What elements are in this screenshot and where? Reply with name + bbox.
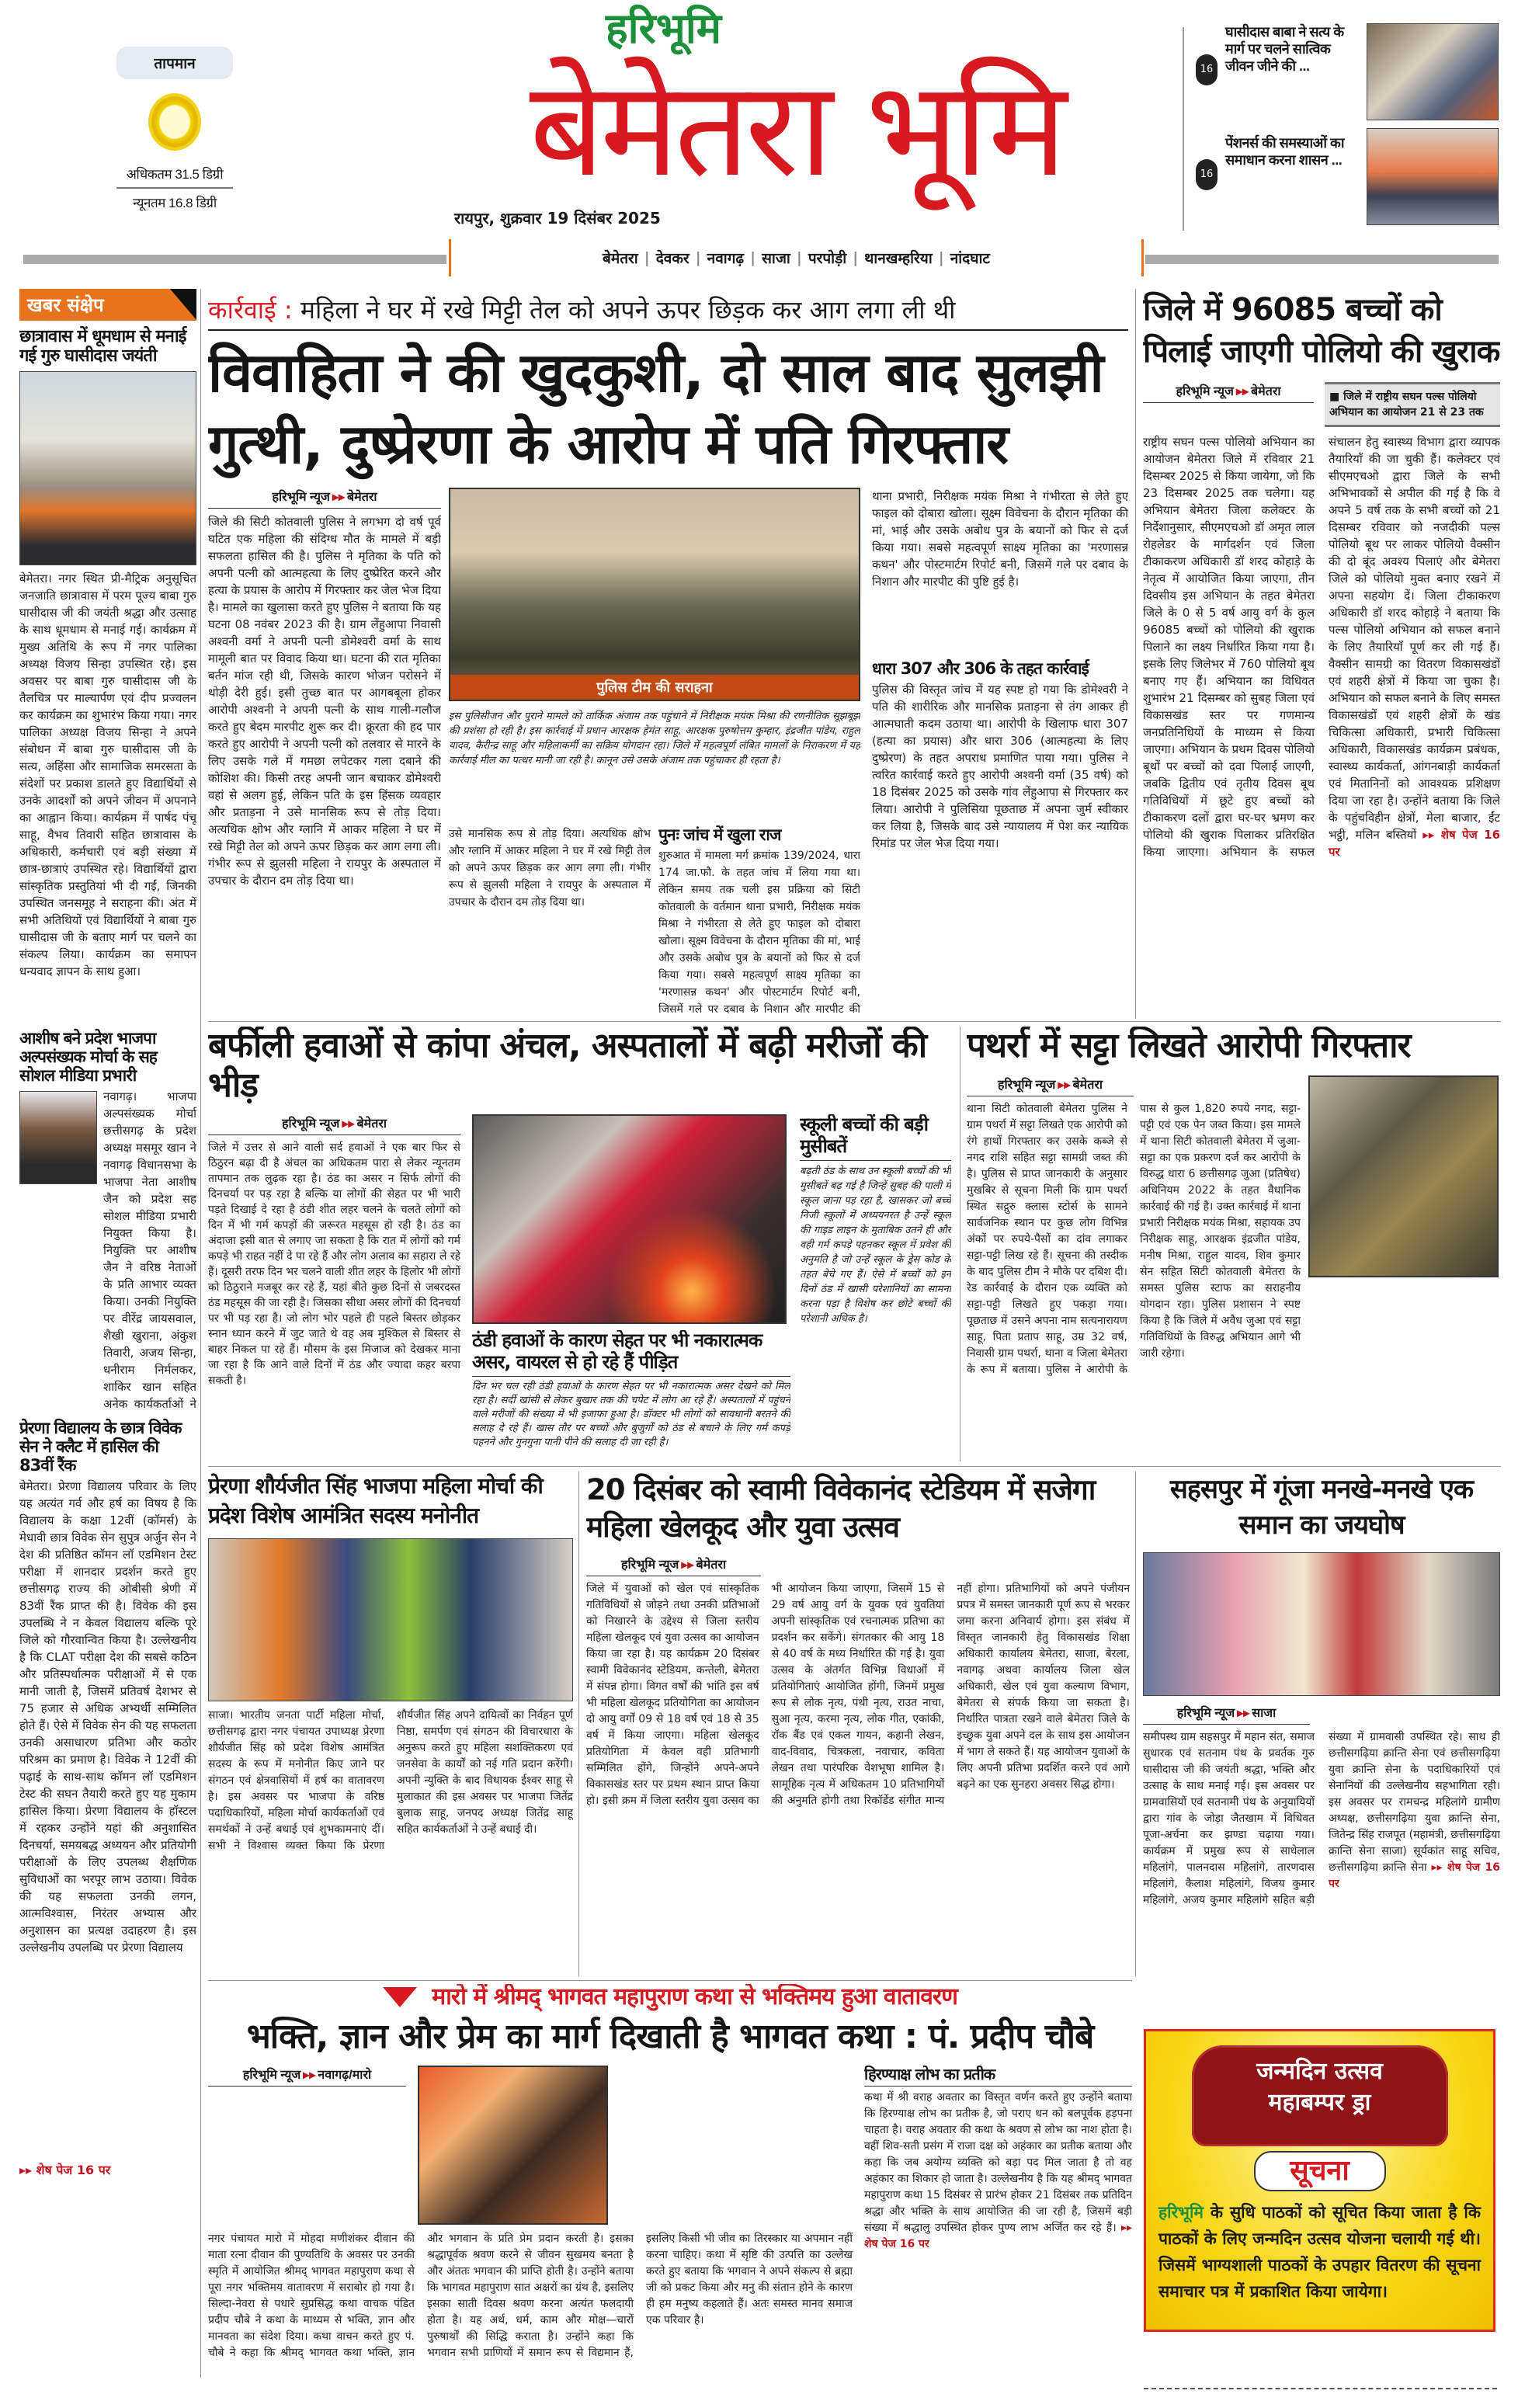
sun-icon [151,96,198,148]
continued-label: शेष पेज 16 पर [864,2238,929,2251]
brief-label-text: खबर संक्षेप [27,294,104,316]
brief-body-2: नवागढ़। भाजपा अल्पसंख्यक मोर्चा छत्तीसगढ़ के प्रदेश अध्यक्ष मसमूर खान ने नवागढ़ विधानसभा के भाजपा नेता आशीष जैन को प्रदेश सह सोशल मीडिया प्रभारी नियुक्त किया है। नियुक्ति पर आशीष जैन ने वरिष्ठ नेताओं के प्रति आभार व्यक्त किया। उनकी नियुक्ति पर वीरेंद्र जायसवाल, शैखी खुराना, अंकुश तिवारी, अजय सिन्हा, धनीराम निर्मलकर, शाकिर खान सहित अनेक कार्यकर्ताओं ने [103,1089,196,1412]
prerna-story [208,1472,573,1976]
brief-headline-3: प्रेरणा विद्यालय के छात्र विवेक सेन ने क्लैट में हासिल की 83वीं रैंक [19,1419,182,1475]
brief-body-1: बेमेतरा। नगर स्थित प्री-मैट्रिक अनुसूचित जनजाति छात्रावास में परम पूज्य बाबा गुरु घासीदास जी की जयंती श्रद्धा और उत्साह के साथ धूमधाम से मनाई गई। कार्यक्रम में मुख्य अतिथि के रूप में नगर पालिका अध्यक्ष विजय सिन्हा उपस्थित रहे। इस अवसर पर बाबा गुरु घासीदास जी के तैलचित्र पर माल्यार्पण एवं दीप प्रज्वलन कर कार्यक्रम का शुभारंभ किया गया। नगर पालिका अध्यक्ष विजय सिन्हा ने अपने संबोधन में बाबा गुरु घासीदास जी के सत्य, अहिंसा और सामाजिक समरसता के संदेशों पर प्रकाश डालते हुए विद्यार्थियों से उनके आदर्शों को अपने जीवन में अपनाने का आह्वान किया। कार्यक्रम में पार्षद पंचू साहू, वैभव तिवारी सहित छात्रावास के अधिकारी, कर्मचारी एवं बड़ी संख्या में छात्र-छात्राएं उपस्थित रहे। विद्यार्थियों द्वारा सांस्कृतिक प्रस्तुतियां भी दी गईं, जिनकी उपस्थित जनसमूह ने सराहना की। अंत में सभी अतिथियों एवं विद्यार्थियों ने बाबा गुरु घासीदास जी के बताए मार्ग पर चलने का संकल्प लिया। कार्यक्रम का समापन धन्यवाद ज्ञापन के साथ हुआ। [19,571,196,978]
brief-photo-2 [19,1091,97,1184]
byline: हरिभूमि न्यूज ▸▸ बेमेतरा [586,1555,761,1576]
polio-body-text: राष्ट्रीय सघन पल्स पोलियो अभियान का आयोजन बेमेतरा जिले में रविवार 21 दिसम्बर 2025 से किया जायेगा, जो कि 23 दिसम्बर 2025 तक चलेगा। यह अभियान बेमेतरा जिला कलेक्टर के निर्देशानुसार, सीएमएचओ डॉ अमृत लाल रोहलेडर के मार्गदर्शन एवं जिला टीकाकरण अधिकारी डॉ शरद कोहाड़े के नेतृत्व में आयोजित किया जाएगा, तीन दिवसीय इस अभियान के तहत बेमेतरा जिले के 0 से 5 वर्ष आयु वर्ग के कुल 96085 बच्चों को पोलियो की खुराक पिलाने का लक्ष्य निर्धारित किया गया है। इसके लिए जिलेभर में 760 पोलियो बूथ बनाए गए हैं। अभियान का विधिवत शुभारंभ 21 दिसम्बर को सुबह जिला एवं विकासखंड स्तर पर गणमान्य जनप्रतिनिधियों के माध्यम से किया जाएगा। अभियान के प्रथम दिवस पोलियो बूथों पर बच्चों को दवा पिलाई जाएगी, जबकि द्वितीय एवं तृतीय दिवस बूथ गतिविधियों में छूटे हुए बच्चों को टीकाकरण दलों द्वारा घर-घर भ्रमण कर पोलियो की खुराक पिलाकर प्रतिरक्षित किया जाएगा। अभियान के सफल संचालन हेतु स्वास्थ्य विभाग द्वारा व्यापक तैयारियाँ की जा चुकी हैं। कलेक्टर एवं सीएमएचओ द्वारा जिले के सभी अभिभावकों से अपील की गई है कि वे अपने 5 वर्ष तक के सभी बच्चों को 21 दिसम्बर रविवार को नजदीकी पल्स पोलियो बूथ पर लाकर पोलियो वैक्सीन की दो बूंद अवश्य पिलाएं और बेमेतरा जिले को पोलियो मुक्त बनाए रखने में अपना सहयोग दें। जिला टीकाकरण अधिकारी डॉ शरद कोहाड़े ने बताया कि पल्स पोलियो अभियान को सफल बनाने के लिए तैयारियाँ पूर्ण कर ली गई हैं। वैक्सीन सामग्री का वितरण विकासखंडों एवं शहरी क्षेत्रों में किया जा चुका है। अभियान को सफल बनाने के लिए समस्त विकासखंडों एवं शहरी क्षेत्रों के खंड चिकित्सा अधिकारी, प्रभारी चिकित्सा अधिकारी, विकासखंड कार्यक्रम प्रबंधक, स्वास्थ्य कार्यकर्ता, आंगनबाड़ी कार्यकर्ता एवं मितानिनों को आवश्यक प्रशिक्षण दिया जा रहा है। उन्होंने बताया कि जिले के पहुंचविहीन क्षेत्रों, मेला बाजार, ईंट भट्ठी, मलिन बस्तियों [1143,435,1500,859]
edition-nandghat[interactable]: नांदघाट [950,250,990,267]
byline: हरिभूमि न्यूज ▸▸ बेमेतरा [967,1075,1134,1096]
cold-subheadline: ठंडी हवाओं के कारण सेहत पर भी नकारात्मक असर, वायरल से हो रहे हैं पीड़ित [472,1330,790,1377]
polio-headline: जिले में 96085 बच्चों को पिलाई जाएगी पोलियो की खुराक [1143,292,1500,370]
weather-panel [116,47,233,211]
byline-agency: हरिभूमि न्यूज [242,2069,301,2083]
kicker-label: कार्रवाई : [208,295,293,325]
teaser-text: पेंशनर्स की समस्याओं का समाधान करना शासन ... [1225,135,1345,168]
byline-place: बेमेतरा [1251,385,1281,398]
polio-story [1143,289,1500,1015]
photo-blurb: इस पुलिसीजन और पुराने मामले को तार्किक अंजाम तक पहुंचाने में निरीक्षक मयंक मिश्रा की रणनीतिक सूझबूझ की प्रशंसा हो रही है। इस कार्रवाई में प्रधान आरक्षक हेमंत साहू, आरक्षक पुरुषोत्तम कुम्हार, इंद्रजीत पांडेय, राहुल यादव, कैरीन्द्र साहू और महिलाकर्मी का सक्रिय योगदान रहा। जिले में महत्वपूर्ण लंबित मामलों के निराकरण में यह कार्रवाई मील का पत्थर मानी जा रही है। कानून उसे उसके अंजाम तक पहुंचाकर ही रहता है। [449,711,860,766]
teaser-1[interactable] [1196,23,1506,120]
bhagwat-body: नगर पंचायत मारो में मोहदा मणीशंकर दीवान की माता रत्ना दीवान की पुण्यतिथि के अवसर पर उनकी स्मृति में आयोजित श्रीमद् भागवत महापुराण कथा से पूरा नगर भक्तिमय वातावरण में सराबोर हो गया है। सिल्दा-नेवरा से पधारे सुप्रसिद्ध कथा वाचक पंडित प्रदीप चौबे ने कथा के माध्यम से भक्ति, ज्ञान और मानवता का संदेश दिया। कथा वाचन करते हुए पं. चौबे ने कहा कि श्रीमद् भागवत कथा भक्ति, ज्ञान और भगवान के प्रति प्रेम प्रदान करती है। इसका श्रद्धापूर्वक श्रवण करने से जीवन सुखमय बनता है और अंततः भगवान की प्राप्ति होती है। उन्होंने बताया कि भागवत महापुराण सात अक्षरों का ग्रंथ है, इसलिए इसका साती दिवस श्रवण करना अत्यंत फलदायी होता है। यह अर्थ, धर्म, काम और मोक्ष—चारों पुरुषार्थों की सिद्धि कराता है। उन्होंने कहा कि भगवान सभी प्राणियों में समान रूप से विद्यमान हैं, इसलिए किसी भी जीव का तिरस्कार या अपमान नहीं करना चाहिए। कथा में सृष्टि की उत्पत्ति का उल्लेख करते हुए बताया कि भगवान ने अपने संकल्प से ब्रह्मा जी को प्रकट किया और मनु की संतान होने के कारण ही हम मनुष्य कहलाते हैं। अतः समस्त मानव समाज एक परिवार है। [208,2233,853,2360]
min-temp: न्यूनतम 16.8 डिग्री [133,196,217,210]
bhagwat-kicker: मारो में श्रीमद् भागवत महापुराण कथा से भक्तिमय हुआ वातावरण [432,1984,957,2010]
teaser-divider [1183,27,1184,231]
notice-body: के सुधि पाठकों को सूचित किया जाता है कि पाठकों के लिए जन्मदिन उत्सव योजना चलायी गई थी। जिसमें भाग्यशाली पाठकों के उपहार वितरण की सूचना समाचार पत्र में प्रकाशित किया जायेगा। [1158,2203,1481,2301]
column-divider [1135,289,1136,1019]
satta-body: थाना सिटी कोतवाली बेमेतरा पुलिस ने ग्राम पथर्रा में सट्टा लिखते एक आरोपी को रंगे हाथों गिरफ्तार कर उसके कब्जे से नगद राशि सहित सट्टा सामग्री जब्त की है। पुलिस से प्राप्त जानकारी के अनुसार मुखबिर से सूचना मिली कि ग्राम पथर्रा स्थित सद्गुरु क्लास स्टोर्स के सामने सार्वजनिक स्थान पर कुछ लोग विभिन्न अंकों पर रुपये-पैसों का दांव लगाकर सट्टा-पट्टी लिख रहे हैं। सूचना की तस्दीक के बाद पुलिस टीम ने मौके पर दबिश दी। रेड कार्रवाई के दौरान एक व्यक्ति को सट्टा-पट्टी लिखते हुए पकड़ा गया। पूछताछ में उसने अपना नाम सत्यनारायण साहू, पिता प्रताप साहू, उम्र 32 वर्ष, निवासी ग्राम पथर्रा, थाना व जिला बेमेतरा के रूप में बताया। पुलिस ने आरोपी के पास से कुल 1,820 रुपये नगद, सट्टा-पट्टी एवं एक पेन जब्त किया। इस मामले में थाना सिटी कोतवाली बेमेतरा में जुआ-सट्टा का एक प्रकरण दर्ज कर आरोपी के विरुद्ध धारा 6 छत्तीसगढ़ जुआ (प्रतिषेध) अधिनियम 2022 के तहत वैधानिक कार्रवाई की गई है। उक्त कार्रवाई में थाना प्रभारी निरीक्षक मयंक मिश्रा, सहायक उप निरीक्षक साहू, आरक्षक इंद्रजीत पांडेय, मनीष मिश्रा, राहुल यादव, शिव कुमार सेन सहित सिटी कोतवाली बेमेतरा के समस्त पुलिस स्टाफ का सराहनीय योगदान रहा। पुलिस प्रशासन ने स्पष्ट किया है कि जिले में अवैध जुआ एवं सट्टा गतिविधियों के विरुद्ध अभियान आगे भी जारी रहेगा। [967,1102,1301,1376]
sub-body-reinvestigation: शुरुआत में मामला मर्ग क्रमांक 139/2024, धारा 174 जा.फौ. के तहत जांच में लिया गया था। लेकिन समय तक चली इस प्रक्रिया को सिटी कोतवाली के वर्तमान थाना प्रभारी, निरीक्षक मयंक मिश्रा ने गंभीरता से लेते हुए फाइल को दोबारा खोला। सूक्ष्म विवेचना के दौरान मृतिका की मां, भाई और उसके अबोध पुत्र के बयानों को फिर से दर्ज किया गया। सबसे महत्वपूर्ण साक्ष्य मृतिका का 'मरणासन्न कथन' और पोस्टमार्टम रिपोर्ट बनी, जिसमें गले पर दबाव के निशान और मारपीट की [658,850,860,1016]
notice-brand: हरिभूमि [1158,2203,1204,2222]
brief-label [19,289,196,321]
school-box-body: बढ़ती ठंड के साथ उन स्कूली बच्चों की भी मुसीबतें बढ़ गई है जिन्हें सुबह की पाली में स्कूल जाना पड़ रहा है, खासकर जो बच्चे निजी स्कूलों में अध्ययनरत है उन्हें स्कूल की गाइड लाइन के मुताबिक उतने ही और वही गर्म कपड़े पहनकर स्कूल में प्रवेश की अनुमति है जो उन्हें स्कूल के ड्रेस कोड के तहत बेचे गए हैं। ऐसे में बच्चों को इन दिनों ठंड में खासी परेशानियों का सामना करना पड़ा है विशेष कर छोटे बच्चों की परेशानी अधिक है। [800,1166,951,1326]
school-box-title: स्कूली बच्चों की बड़ी मुसीबतें [800,1114,951,1161]
edition-strip-bar-left [23,255,446,264]
byline-agency: हरिभूमि न्यूज [281,1117,340,1131]
byline-place: बेमेतरा [356,1117,387,1131]
teaser-photo [1367,23,1499,120]
byline: हरिभूमि न्यूज ▸▸ नवागढ़/मारो [208,2066,406,2087]
bhagwat-sub-body [864,2090,1132,2380]
edition-devkar[interactable]: देवकर [655,250,690,267]
satta-story [967,1027,1501,1461]
kicker-text: महिला ने घर में रखे मिट्टी तेल को अपने ऊपर छिड़क कर आग लगा ली थी [300,295,956,325]
satta-headline: पथर्रा में सट्टा लिखते आरोपी गिरफ्तार [967,1027,1411,1065]
sahaspur-body [1143,1729,1500,1976]
continued-jump[interactable]: ▸▸ शेष पेज 16 पर [864,2222,1132,2251]
lead-headline: विवाहिता ने की खुदकुशी, दो साल बाद सुलझी गुत्थी, दुष्प्रेरणा के आरोप में पति गिरफ्तार [208,341,1103,476]
notice-title-1: जन्मदिन उत्सव [1256,2058,1383,2085]
column-divider [578,1472,579,1976]
cold-body: जिले में उत्तर से आने वाली सर्द हवाओं ने एक बार फिर से ठिठुरन बढ़ा दी है अंचल का अधिकतम पारा से लेकर न्यूनतम तापमान तक लुढ़क रहा है। ठंड का असर न सिर्फ लोगों की दिनचर्या पर पड़ रहा है बल्कि या लोगों की सेहत पर भी भारी पड़ते दिखाई दे रहा है ठंडी शीत लहर चलने के चलते लोगों को दिन में भी गर्म कपड़ों की जरूरत महसूस हो रही है। ठंड का अंदाजा इसी बात से लगाए जा सकता है कि रात में लोगों को गर्म कपड़े भी राहत नहीं दे पा रहे हैं और लोग अलाव का सहारा ले रहे हैं। दूसरी तरफ दिन भर चलने वाली शीत लहर के हिलोर भी लोगों को ठिठुराने मजबूर कर रहे हैं, यहां बीते कुछ दिनों से जबरदस्त ठंड महसूस की जा रही है। जिसका सीधा असर लोगों की दिनचर्या पर भी पड़ रहा है। जो लोग भोर पहले ही पहले बिस्तर छोड़कर स्नान ध्यान करने में जुट जाते थे वह अब मुश्किल से बिस्तर से बाहर निकल पा रहे हैं। मौसम के इस मिजाज को देखकर माना जा रहा है कि आने वाले दिनों में ठंड और ज्यादा कहर बरपा सकती है। [208,1141,460,1388]
dashed-divider [1144,2388,1497,2389]
sub-headline-sections: धारा 307 और 306 के तहत कार्रवाई [872,659,1089,678]
cold-sub-body: दिन भर चल रही ठंडी हवाओं के कारण सेहत पर भी नकारात्मक असर देखने को मिल रहा है। सर्दी खांसी से लेकर बुखार तक की चपेट में लोग आ रहे हैं। अस्पतालों में पहुंचने वाले मरीजों की संख्या में भी इजाफा हुआ है। डॉक्टर भी लोगों को सावधानी बरतने की सलाह दे रहे हैं। खास तौर पर बच्चों और बुजुर्गों को ठंड से बचाने के लिए गर्म कपड़े पहनने और गुनगुना पानी पीने की सलाह दी जा रही है। [472,1381,790,1449]
byline-agency: हरिभूमि न्यूज [1176,1707,1235,1720]
edition-strip-bar-right [1145,255,1499,264]
vivekanand-headline: 20 दिसंबर को स्वामी विवेकानंद स्टेडियम में सजेगा महिला खेलकूद और युवा उत्सव [586,1473,1096,1544]
prerna-body: साजा। भारतीय जनता पार्टी महिला मोर्चा, छत्तीसगढ़ द्वारा नगर पंचायत उपाध्यक्ष प्रेरणा शौर्यजीत सिंह को प्रदेश विशेष आमंत्रित सदस्य के रूप में मनोनीत किए जाने पर संगठन एवं क्षेत्रवासियों में हर्ष का वातावरण है। इस अवसर पर भाजपा के वरिष्ठ पदाधिकारियों, महिला मोर्चा कार्यकर्ताओं एवं समर्थकों ने उन्हें बधाई एवं शुभकामनाएं दीं। सभी ने विश्वास व्यक्त किया कि प्रेरणा शौर्यजीत सिंह अपने दायित्वों का निर्वहन पूर्ण निष्ठा, समर्पण एवं संगठन की विचारधारा के अनुरूप करते हुए महिला सशक्तिकरण एवं जनसेवा के कार्यों को नई गति प्रदान करेंगी। अपनी न्युक्ति के बाद विधायक ईश्वर साहू से मुलाकात की इस अवसर पर भाजपा जितेंद्र बुलाक साहू, जनपद अध्यक्ष जितेंद्र साहू सहित कार्यकर्ताओं ने उन्हें बधाई दी। [208,1709,573,1852]
page-badge: 16 [1196,159,1218,190]
bhagwat-headline: भक्ति, ज्ञान और प्रेम का मार्ग दिखाती है भागवत कथा : पं. प्रदीप चौबे [246,2016,1094,2056]
brand-small: हरिभूमि [606,4,721,53]
teasers [1196,23,1506,225]
satta-photo [1308,1075,1499,1277]
bhagwat-kicker-row [208,1984,1132,2011]
section-divider [208,1466,1501,1467]
sub-headline-reinvestigation: पुनः जांच में खुला राज [658,825,781,844]
pull-quote-text: जिले में राष्ट्रीय सघन पल्स पोलियो अभियान का आयोजन 21 से 23 तक [1329,391,1484,419]
edition-strip: बेमेतरा | देवकर | नवागढ़ | साजा | परपोड़ी | थानखम्हरिया | नांदघाट [449,239,1144,276]
prerna-headline: प्रेरणा शौर्यजीत सिंह भाजपा महिला मोर्चा की प्रदेश विशेष आमंत्रित सदस्य मनोनीत [208,1473,543,1528]
lead-story [208,294,1128,1016]
lead-photo [449,488,860,701]
byline-agency: हरिभूमि न्यूज [272,491,330,504]
byline-place: साजा [1252,1707,1277,1720]
column-divider [1135,1472,1136,1976]
brief-body-3: बेमेतरा। प्रेरणा विद्यालय परिवार के लिए यह अत्यंत गर्व और हर्ष का विषय है कि विद्यालय के कक्षा 12वीं (कॉमर्स) के मेधावी छात्र विवेक सेन सुपुत्र अर्जुन सेन ने देश की प्रतिष्ठित कॉमन लॉ एडमिशन टेस्ट परीक्षा में शानदार प्रदर्शन करते हुए छत्तीसगढ़ राज्य की ओबीसी श्रेणी में 83वीं रैंक प्राप्त की है। विवेक की इस उपलब्धि ने न केवल विद्यालय बल्कि पूरे जिले को गौरवान्वित किया है। उल्लेखनीय है कि CLAT परीक्षा देश की सबसे कठिन और प्रतिस्पर्धात्मक परीक्षाओं में से एक मानी जाती है, जिसमें प्रतिवर्ष देशभर से 75 हजार से अधिक अभ्यर्थी सम्मिलित होते हैं। ऐसे में विवेक सेन की यह सफलता उनकी असाधारण प्रतिभा और कठोर परिश्रम का प्रमाण है। विवेक ने 12वीं की पढ़ाई के साथ-साथ कॉमन लॉ एडमिशन टेस्ट की सघन तैयारी करते हुए यह मुकाम हासिल किया। प्रेरणा विद्यालय के हॉस्टल में रहकर उन्होंने यहां की अनुशासित दिनचर्या, समयबद्ध अध्ययन और प्रतियोगी परीक्षाओं के लिए उपलब्ध शैक्षणिक सुविधाओं का भरपूर लाभ उठाया। विवेक की यह सफलता उनकी लगन, आत्मविश्वास, निरंतर अभ्यास और अनुशासन का प्रत्यक्ष उदाहरण है। इस उल्लेखनीय उपलब्धि पर प्रेरणा विद्यालय [19,1479,196,1955]
continued-label: शेष पेज 16 पर [1329,1861,1500,1890]
notice-title-2: महाबम्पर ड्रा [1268,2089,1371,2116]
polio-body [1143,433,1500,1015]
edition-parpodi[interactable]: परपोड़ी [808,250,847,267]
byline: हरिभूमि न्यूज ▸▸ बेमेतरा [1143,382,1314,403]
byline-place: बेमेतरा [696,1558,727,1572]
sahaspur-headline: सहसपुर में गूंजा मनखे-मनखे एक समान का जयघोष [1169,1474,1474,1541]
sahaspur-story [1143,1472,1500,1976]
sub-body-reinvestigation-cont: थाना प्रभारी, निरीक्षक मयंक मिश्रा ने गंभीरता से लेते हुए फाइल को दोबारा खोला। सूक्ष्म विवेचना के दौरान मृतिका की मां, भाई और उसके अबोध पुत्र के बयानों को फिर से दर्ज किया गया। सबसे महत्वपूर्ण साक्ष्य मृतिका का 'मरणासन्न कथन' और पोस्टमार्टम रिपोर्ट बनी, जिसमें गले पर दबाव के निशान और मारपीट की पुष्टि हुई है। [872,489,1128,589]
pull-quote: ■ जिले में राष्ट्रीय सघन पल्स पोलियो अभियान का आयोजन 21 से 23 तक [1325,382,1500,427]
byline-agency: हरिभूमि न्यूज [1176,385,1234,398]
section-divider [208,1021,1501,1022]
vivekanand-body: जिले में युवाओं को खेल एवं सांस्कृतिक गतिविधियों से जोड़ने तथा उनकी प्रतिभाओं को निखारने के उद्देश्य से जिला स्तरीय महिला खेलकूद एवं युवा उत्सव का आयोजन किया जा रहा है। यह कार्यक्रम 20 दिसंबर स्वामी विवेकानंद स्टेडियम, कन्तेली, बेमेतरा में संपन्न होगा। विगत वर्षों की भांति इस वर्ष भी महिला खेलकूद प्रतियोगिता का आयोजन दो आयु वर्गों 09 से 18 वर्ष एवं 18 से 35 वर्ष में किया जाएगा। महिला खेलकूद प्रतियोगिता में केवल वही प्रतिभागी सम्मिलित होंगे, जिन्होंने अपने-अपने विकासखंड स्तर पर प्रथम स्थान प्राप्त किया हो। इसी क्रम में जिला स्तरीय युवा उत्सव का भी आयोजन किया जाएगा, जिसमें 15 से 29 वर्ष आयु वर्ग के युवक एवं युवतियां अपनी सांस्कृतिक एवं रचनात्मक प्रतिभा का प्रदर्शन कर सकेंगे। संगतकार की आयु 18 से 40 वर्ष के मध्य निर्धारित की गई है। युवा उत्सव के अंतर्गत विभिन्न विधाओं में प्रतियोगिताएं आयोजित होंगी, जिनमें प्रमुख रूप से लोक नृत्य, पंथी नृत्य, राउत नाचा, सुआ नृत्य, करमा नृत्य, लोक गीत, एकांकी, रॉक बैंड एवं एकल गायन, कहानी लेखन, वाद-विवाद, चित्रकला, नवाचार, कविता लेखन तथा पारंपरिक वेशभूषा शामिल है। सामूहिक नृत्य में अधिकतम 10 प्रतिभागियों की अनुमति होगी तथा रिकॉर्डेड संगीत मान्य नहीं होगा। प्रतिभागियों को अपने पंजीयन प्रपत्र में समस्त जानकारी पूर्ण रूप से भरकर जमा करना अनिवार्य होगा। इस संबंध में विस्तृत जानकारी हेतु विकासखंड शिक्षा अधिकारी कार्यालय बेमेतरा, साजा, बेरला, नवागढ़ अथवा कार्यालय जिला खेल अधिकारी, खेल एवं युवा कल्याण विभाग, बेमेतरा से संपर्क किया जा सकता है। निर्धारित पात्रता रखने वाले बेमेतरा जिले के इच्छुक युवा अपने दल के साथ इस आयोजन में भाग ले सकते हैं। यह आयोजन युवाओं के लिए अपनी प्रतिभा प्रदर्शित करने एवं आगे बढ़ने का एक सुनहरा अवसर सिद्ध होगा। [586,1583,1130,1807]
continued-jump[interactable]: ▸▸ शेष पेज 16 पर [1329,1861,1500,1890]
lead-content [208,488,1128,1016]
edition-saja[interactable]: साजा [762,250,790,267]
byline-place: बेमेतरा [347,491,377,504]
byline: हरिभूमि न्यूज ▸▸ साजा [1143,1704,1310,1725]
vivekanand-story [586,1472,1130,1976]
byline-agency: हरिभूमि न्यूज [620,1558,679,1572]
sub-body-sections: पुलिस की विस्तृत जांच में यह स्पष्ट हो गया कि डोमेश्वरी ने पति की शारीरिक और मानसिक प्रताड़ना से तंग आकर ही आत्मघाती कदम उठाया था। आरोपी के खिलाफ धारा 307 (हत्या का प्रयास) और धारा 306 (आत्महत्या के लिए दुष्प्रेरण) के तहत अपराध प्रमाणित पाया गया। पुलिस ने त्वरित कार्रवाई करते हुए आरोपी अश्वनी वर्मा (35 वर्ष) को 18 दिसंबर 2025 को उसके गांव लेंहुआपा से गिरफ्तार कर लिया। आरोपी ने पुलिसिया पूछताछ में अपना जुर्म स्वीकार कर लिया है, जिसके बाद उसे न्यायालय में पेश कर न्यायिक रिमांड पर जेल भेज दिया गया। [872,683,1128,851]
bhagwat-subheadline: हिरण्याक्ष लोभ का प्रतीक [864,2066,1132,2087]
teaser-text: घासीदास बाबा ने सत्य के मार्ग पर चलने सात्विक जीवन जीने की ... [1225,24,1344,74]
page-badge: 16 [1196,54,1218,85]
teaser-photo [1367,128,1499,225]
max-temp: अधिकतम 31.5 डिग्री [116,165,233,189]
dateline: रायपुर, शुक्रवार 19 दिसंबर 2025 [454,209,661,228]
notice-text [1146,2191,1493,2314]
brief-photo-1 [19,371,196,565]
continued-label: शेष पेज 16 पर [1329,828,1500,859]
continued-jump[interactable]: ▸▸ शेष पेज 16 पर [1329,828,1500,859]
byline-agency: हरिभूमि न्यूज [997,1078,1056,1092]
continued-jump[interactable]: ▸▸ शेष पेज 16 पर [19,2163,111,2178]
teaser-2[interactable] [1196,128,1506,225]
weather-label: तापमान [116,47,233,79]
notice-banner [1192,2045,1448,2146]
bhagwat-story [208,1984,1132,2380]
byline: हरिभूमि न्यूज ▸▸ बेमेतरा [208,488,441,509]
cold-story [208,1027,954,1461]
section-divider [208,1980,1132,1981]
bhagwat-photo [418,2066,608,2225]
school-box [800,1114,951,1461]
byline: हरिभूमि न्यूज ▸▸ बेमेतरा [208,1114,460,1135]
lead-body-cont: उसे मानसिक रूप से तोड़ दिया। अत्यधिक क्षोभ और ग्लानि में आकर महिला ने घर में रखे मिट्टी तेल को अपने ऊपर छिड़क कर आग लगा ली। गंभीर रूप से झुलसी महिला ने रायपुर के अस्पताल में उपचार के दौरान दम तोड़ दिया था। [449,828,651,909]
cold-headline: बर्फीली हवाओं से कांपा अंचल, अस्पतालों में बढ़ी मरीजों की भीड़ [208,1027,927,1105]
prerna-photo [208,1538,573,1701]
newspaper-title-wrap [435,53,1157,207]
sahaspur-photo [1143,1552,1500,1696]
continued-label: शेष पेज 16 पर [36,2163,111,2178]
byline-place: बेमेतरा [1072,1078,1103,1092]
brief-headline-2: आशीष बने प्रदेश भाजपा अल्पसंख्यक मोर्चा के सह सोशल मीडिया प्रभारी [19,1028,157,1085]
lead-body: जिले की सिटी कोतवाली पुलिस ने लगभग दो वर्ष पूर्व घटित एक महिला की संदिग्ध मौत के मामले में बड़ी सफलता हासिल की है। पुलिस ने मृतिका के पति को अपनी पत्नी को आत्महत्या के लिए दुष्प्रेरित करने और हत्या के प्रयास के आरोप में गिरफ्तार कर जेल भेज दिया है। मामले का खुलासा करते हुए पुलिस ने बताया कि यह घटना 08 नवंबर 2023 की है। ग्राम लेंहुआपा निवासी अश्वनी वर्मा ने अपनी पत्नी डोमेश्वरी वर्मा के साथ मामूली बात पर विवाद किया था। घटना की रात मृतिका बर्तन मांज रही थी, जिसके कारण भोजन परोसने में थोड़ी देरी हुई। इसी तुच्छ बात पर आगबबूला होकर आरोपी अश्वनी ने अपनी पत्नी के साथ गाली-गलौज करते हुए बेदम मारपीट शुरू कर दी। क्रूरता की हद पार करते हुए आरोपी ने अपनी पत्नी को तलवार से मारने के लिए उसके गले में गमछा लपेटकर गला दबाने की कोशिश की। किसी तरह अपनी जान बचाकर डोमेश्वरी वहां से अलग हुई, लेकिन पति के इस हिंसक व्यवहार और प्रताड़ना ने उसे मानसिक रूप से तोड़ दिया। अत्यधिक क्षोभ और ग्लानि में आकर महिला ने घर में रखे मिट्टी तेल को अपने ऊपर छिड़क कर आग लगा ली। गंभीर रूप से झुलसी महिला ने रायपुर के अस्पताल में उपचार के दौरान दम तोड़ दिया था। [208,515,441,888]
column-divider [200,289,201,2378]
sahaspur-body-text: समीपस्थ ग्राम सहसपुर में महान संत, समाज सुधारक एवं सतनाम पंथ के प्रवर्तक गुरु घासीदास जी की जयंती श्रद्धा, भक्ति और उत्साह के साथ मनाई गई। इस अवसर पर ग्रामवासियों एवं सतनामी पंथ के अनुयायियों द्वारा गांव के जोड़ा जैतखाम में विधिवत पूजा-अर्चना कर झण्डा चढ़ाया गया। कार्यक्रम में प्रमुख रूप से साधेलाल महिलांगे, पालनदास महिलांगे, तारणदास महिलांगे, कैलाश महिलांगे, विजय कुमार महिलांगे, अजय कुमार महिलांगे सहित बड़ी संख्या में ग्रामवासी उपस्थित रहे। साथ ही छत्तीसगढ़िया क्रान्ति सेना एवं छत्तीसगढ़िया युवा क्रान्ति सेना के पदाधिकारियों एवं सेनानियों की उल्लेखनीय सहभागिता रही। इस अवसर पर रामचन्द्र महिलांगे ग्रामीण अध्यक्ष, छत्तीसगढ़िया युवा क्रान्ति सेना, जितेन्द्र सिंह राजपूत (महामंत्री, छत्तीसगढ़िया क्रान्ति सेना साजा) सूर्यकांत साहू सचिव, छत्तीसगढ़िया क्रान्ति सेना [1143,1731,1500,1906]
edition-thankhamhariya[interactable]: थानखम्हरिया [864,250,933,267]
cold-photo [472,1114,787,1324]
notice-badge: सूचना [1254,2151,1386,2191]
byline-place: नवागढ़/मारो [318,2069,372,2083]
birthday-draw-notice[interactable] [1144,2029,1495,2332]
v-mark-icon [383,1987,417,2007]
bhagwat-sub-body-text: कथा में श्री वराह अवतार का विस्तृत वर्णन करते हुए उन्होंने बताया कि हिरण्याक्ष लोभ का प्रतीक है, जो पराए धन को बलपूर्वक हड़पना चाहता है। वराह अवतार की कथा के श्रवण से लोभ का नाश होता है। वहीं शिव-सती प्रसंग में राजा दक्ष को अहंकार का प्रतीक बताया और कहा कि जब अयोग्य व्यक्ति को बड़ा पद मिल जाता है तो वह अहंकार का शिकार हो जाता है। उल्लेखनीय है कि यह श्रीमद् भागवत महापुराण कथा 15 दिसंबर से प्रारंभ होकर 21 दिसंबर तक प्रतिदिन श्रद्धा और भक्ति के साथ आयोजित की जा रही है, जिसमें बड़ी संख्या में श्रद्धालु उपस्थित होकर पुण्य लाभ अर्जित कर रहे हैं। [864,2091,1132,2235]
newspaper-title: बेमेतरा भूमि [529,53,1063,207]
lead-kicker [208,294,1128,331]
edition-nawagarh[interactable]: नवागढ़ [707,250,745,267]
brief-column [19,289,196,2378]
edition-bemetara[interactable]: बेमेतरा [603,250,638,267]
brief-headline-1: छात्रावास में धूमधाम से मनाई गई गुरु घासीदास जयंती [19,327,186,367]
photo-caption: पुलिस टीम की सराहना [450,675,859,700]
